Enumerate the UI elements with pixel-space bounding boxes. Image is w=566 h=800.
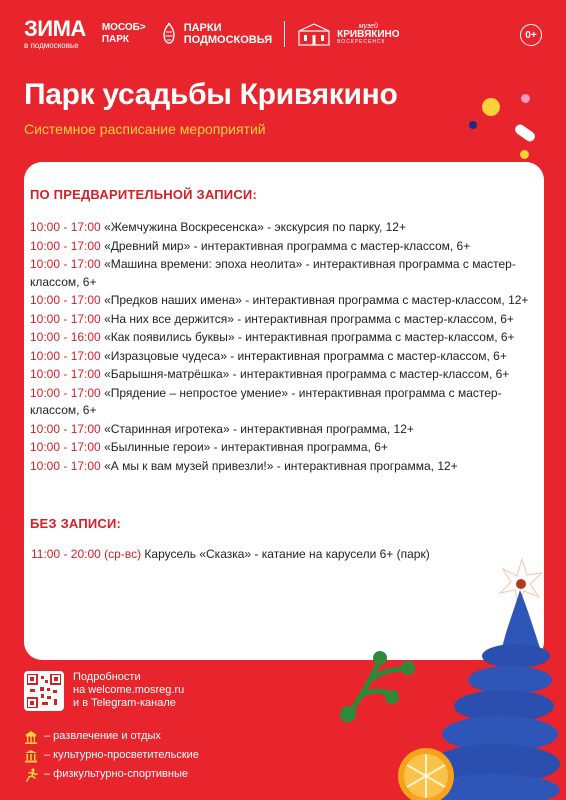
item-time: 10:00 - 17:00 xyxy=(30,458,101,473)
item-time: 10:00 - 16:00 xyxy=(30,330,101,344)
manor-icon xyxy=(297,21,331,47)
legend-item xyxy=(24,746,199,765)
schedule-item xyxy=(30,292,535,310)
decor-pill xyxy=(513,123,537,144)
carousel-icon xyxy=(24,730,38,744)
item-text: «А мы к вам музей привезли!» - интерактивная программа, 12+ xyxy=(100,458,458,473)
schedule-item xyxy=(30,348,535,366)
parki-podmoskovya-logo[interactable] xyxy=(160,22,272,46)
item-time: 11:00 - 20:00 (ср-вс) xyxy=(31,547,142,561)
runner-icon xyxy=(24,768,38,782)
schedule-card xyxy=(24,162,544,660)
prereg-section-title: ПО ПРЕДВАРИТЕЛЬНОЙ ЗАПИСИ: xyxy=(30,187,257,202)
page-title: Парк усадьбы Кривякино xyxy=(24,78,398,111)
legend-item xyxy=(24,765,199,784)
item-time: 10:00 - 17:00 xyxy=(30,348,101,363)
schedule-item xyxy=(30,366,535,384)
schedule-item xyxy=(30,219,535,237)
museum-icon xyxy=(24,749,38,763)
item-time: 10:00 - 17:00 xyxy=(30,421,101,436)
pinecone-icon xyxy=(160,22,178,46)
kriv-line1: музей xyxy=(358,23,378,30)
legend-text: – развлечение и отдых xyxy=(44,730,161,742)
footer-line1: Подробности xyxy=(73,671,141,683)
noreg-section-title: БЕЗ ЗАПИСИ: xyxy=(30,516,122,531)
qr-code[interactable] xyxy=(24,671,64,711)
legend-text: – культурно-просветительские xyxy=(44,749,199,761)
decor-orange-slice-icon xyxy=(395,745,457,800)
mosobpark-line1: МОСОБ> xyxy=(101,22,146,33)
item-time: 10:00 - 17:00 xyxy=(30,293,101,307)
legend xyxy=(24,727,199,784)
item-time: 10:00 - 17:00 xyxy=(30,311,101,326)
schedule-item xyxy=(30,256,535,291)
item-time: 10:00 - 17:00 xyxy=(30,220,101,234)
zima-logo-subtitle: в подмосковье xyxy=(24,41,79,50)
parki-line2: ПОДМОСКОВЬЯ xyxy=(183,34,273,46)
legend-text: – физкультурно-спортивные xyxy=(44,768,188,780)
mosobpark-logo[interactable] xyxy=(102,22,146,46)
item-text: «Древний мир» - интерактивная программа с мастер-классом, 6+ xyxy=(100,238,471,253)
item-time: 10:00 - 17:00 xyxy=(30,385,101,400)
item-text: «На них все держится» - интерактивная программа с мастер-классом, 6+ xyxy=(100,311,514,326)
footer-line3: и в Telegram-канале xyxy=(73,697,176,709)
zima-logo-title: ЗИМА xyxy=(24,16,86,41)
zima-logo[interactable] xyxy=(24,18,86,50)
prereg-list xyxy=(30,219,535,476)
schedule-item xyxy=(30,458,535,476)
schedule-item xyxy=(30,421,535,439)
item-text: «Как появились буквы» - интерактивная программа с мастер-классом, 6+ xyxy=(100,330,515,344)
krivyakino-museum-logo[interactable] xyxy=(297,21,399,47)
schedule-item xyxy=(30,311,535,329)
item-text: «Барышня-матрёшка» - интерактивная программа с мастер-классом, 6+ xyxy=(100,367,510,381)
footer-line2[interactable]: на welcome.mosreg.ru xyxy=(73,684,185,696)
item-text: «Жемчужина Воскресенска» - экскурсия по парку, 12+ xyxy=(100,220,406,234)
decor-dot xyxy=(521,94,530,103)
kriv-line2: КРИВЯКИНО xyxy=(337,29,400,40)
decor-dot xyxy=(469,121,477,129)
schedule-item xyxy=(30,385,535,420)
decor-dot xyxy=(482,98,500,116)
item-text: «Прядение – непростое умение» - интерактивная программа с мастер-классом, 6+ xyxy=(30,385,502,417)
item-text: «Изразцовые чудеса» - интерактивная программа с мастер-классом, 6+ xyxy=(100,348,507,363)
kriv-line3: ВОСКРЕСЕНСК xyxy=(337,39,386,45)
mosobpark-line2: ПАРК xyxy=(101,34,129,45)
header-bar xyxy=(24,14,542,54)
decor-dot xyxy=(520,150,529,159)
item-text: «Былинные герои» - интерактивная программа, 6+ xyxy=(100,440,388,454)
footer-info xyxy=(73,671,184,710)
age-rating-badge: 0+ xyxy=(520,24,542,46)
legend-item xyxy=(24,727,199,746)
item-text: «Старинная игротека» - интерактивная программа, 12+ xyxy=(100,421,414,436)
item-text: Карусель «Сказка» - катание на карусели 6+ (парк) xyxy=(141,547,430,561)
item-time: 10:00 - 17:00 xyxy=(30,367,101,381)
page-subtitle: Системное расписание мероприятий xyxy=(24,121,266,137)
item-time: 10:00 - 17:00 xyxy=(30,257,101,271)
item-text: «Предков наших имена» - интерактивная программа с мастер-классом, 12+ xyxy=(100,293,529,307)
item-time: 10:00 - 17:00 xyxy=(30,440,101,454)
schedule-item xyxy=(30,439,535,457)
decor-berries-icon xyxy=(330,640,420,730)
item-text: «Машина времени: эпоха неолита» - интерактивная программа с мастер-классом, 6+ xyxy=(30,257,516,289)
qr-code-icon xyxy=(27,674,61,708)
parki-line1: ПАРКИ xyxy=(183,22,222,34)
header-divider xyxy=(284,21,285,47)
noreg-item xyxy=(31,546,430,563)
item-time: 10:00 - 17:00 xyxy=(30,238,101,253)
schedule-item xyxy=(30,238,535,256)
schedule-item xyxy=(30,329,535,347)
